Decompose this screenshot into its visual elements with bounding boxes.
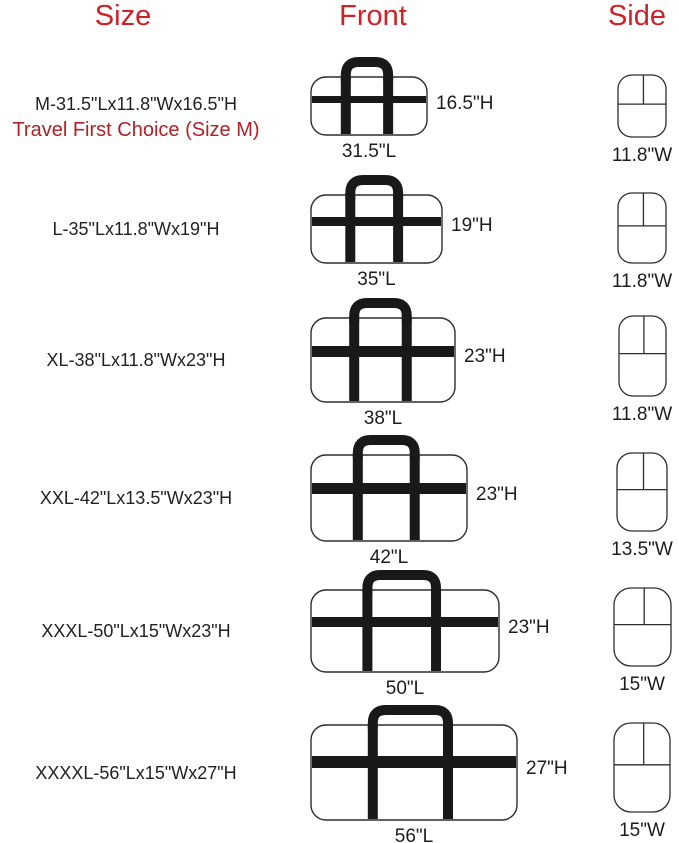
duffel-bag-front-icon: [309, 173, 444, 265]
product-name-text: Travel First Choice (Size M): [12, 119, 260, 141]
front-length-label: 56"L: [394, 826, 434, 843]
front-length-label: 31.5"L: [341, 141, 397, 162]
duffel-bag-side-icon: [616, 73, 668, 139]
side-width-label: 15"W: [619, 674, 665, 695]
size-spec-text: M-31.5"Lx11.8"Wx16.5"H: [35, 94, 237, 114]
front-height-label: 23"H: [476, 484, 518, 505]
front-length-label: 42"L: [369, 547, 409, 568]
duffel-bag-side-icon: [612, 586, 673, 668]
column-header-front: Front: [339, 0, 407, 32]
front-height-label: 23"H: [464, 346, 506, 367]
size-spec-text: XL-38"Lx11.8"Wx23"H: [46, 350, 226, 370]
side-width-label: 11.8"W: [611, 271, 673, 292]
front-height-label: 23"H: [508, 617, 550, 638]
size-cell: [0, 347, 272, 373]
duffel-bag-front-icon: [309, 296, 457, 404]
side-width-label: 11.8"W: [611, 404, 673, 425]
column-header-size: Size: [94, 0, 152, 32]
side-width-label: 13.5"W: [611, 539, 673, 560]
duffel-bag-front-icon: [309, 433, 469, 543]
size-spec-text: XXXXL-56"Lx15"Wx27"H: [35, 763, 237, 783]
front-length-label: 35"L: [357, 269, 396, 290]
side-width-label: 11.8"W: [611, 145, 673, 166]
duffel-bag-side-icon: [612, 721, 672, 814]
front-length-label: 38"L: [363, 408, 403, 429]
front-height-label: 19"H: [451, 215, 493, 236]
duffel-bag-side-icon: [616, 191, 668, 265]
front-length-label: 50"L: [385, 678, 425, 699]
duffel-bag-front-icon: [309, 703, 519, 822]
size-cell: [0, 216, 272, 242]
size-cell: [0, 485, 272, 511]
size-spec-text: L-35"Lx11.8"Wx19"H: [52, 219, 220, 239]
duffel-bag-side-icon: [615, 451, 669, 533]
size-cell: [0, 760, 272, 786]
side-width-label: 15"W: [619, 820, 665, 841]
front-height-label: 16.5"H: [436, 93, 494, 114]
size-cell: [0, 618, 272, 644]
duffel-bag-side-icon: [617, 314, 668, 398]
size-cell: [0, 91, 272, 144]
column-header-side: Side: [607, 0, 667, 32]
duffel-bag-front-icon: [309, 55, 429, 137]
size-spec-text: XXL-42"Lx13.5"Wx23"H: [39, 488, 233, 508]
front-height-label: 27"H: [526, 758, 568, 779]
size-spec-text: XXXL-50"Lx15"Wx23"H: [41, 621, 231, 641]
duffel-bag-front-icon: [309, 568, 501, 674]
